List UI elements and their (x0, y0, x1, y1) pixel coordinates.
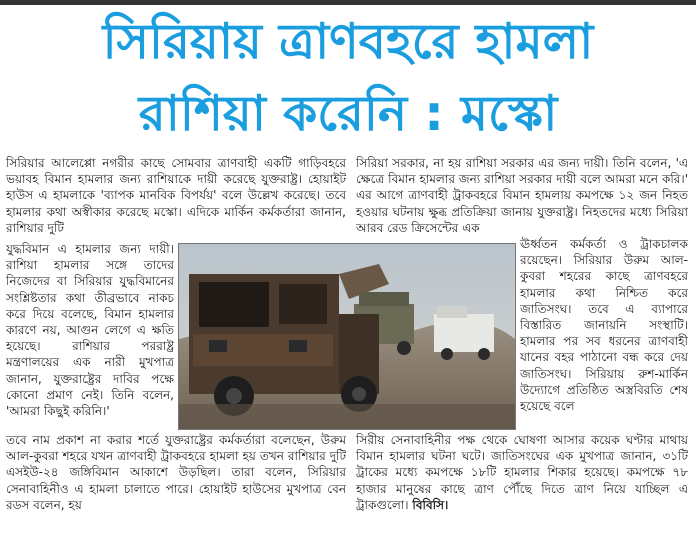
article-left-column-wrap: যুদ্ধবিমান এ হামলার জন্য দায়ী। রাশিয়া হামলার সঙ্গে তাদের নিজেদের বা সিরিয়ার যুদ্ধবিমানের সংশ্লিষ্টতার কথা তীব্রভাবে নাকচ করে দিয়ে বলেছে, বিমান হামলার কারণে নয়, আগুন লেগে এ ক্ষতি হয়েছে। রাশিয়ার পররাষ্ট্র মন্ত্রণালয়ের এক নারী মুখপাত্র জানান, যুক্তরাষ্ট্রের দাবির পক্ষে কোনো প্রমাণ নেই। তিনি বলেন, 'আমরা কিছুই করিনি।' (6, 242, 174, 419)
headline-line-1: সিরিয়ায় ত্রাণবহরে হামলা (102, 13, 594, 70)
headline-line-2: রাশিয়া করেনি : মস্কো (138, 85, 558, 142)
article-right-bottom-text: সিরীয় সেনাবাহিনীর পক্ষ থেকে ঘোষণা আসার কয়েক ঘণ্টার মাথায় বিমান হামলার ঘটনা ঘটে। জাতিসংঘের এক মুখপাত্র জানান, ৩১টি ট্রাকের মধ্যে কমপক্ষে ১৮টি হামলার শিকার হয়েছে। কমপক্ষে ৭৮ হাজার মানুষের কাছে ত্রাণ পৌঁছে দিতে ত্রাণ নিয়ে যাচ্ছিল এ ট্রাকগুলো। (356, 433, 688, 512)
news-photo-burned-trucks (178, 243, 516, 430)
article-right-column-wrap: ঊর্ধ্বতন কর্মকর্তা ও ট্রাকচালক রয়েছেন। সিরিয়ার উরুম আল-কুবরা শহরের কাছে ত্রাণবহরে হামলার কথা নিশ্চিত করে জাতিসংঘ। তবে এ ব্যাপারে বিস্তারিত জানায়নি সংস্থাটি। হামলার পর সব ধরনের ত্রাণবাহী যানের বহর পাঠানো বন্ধ করে দেয় জাতিসংঘ। সিরিয়ায় রুশ-মার্কিন উদ্যোগে প্রতিষ্ঠিত অস্ত্রবিরতি শেষ হয়েছে বলে (520, 237, 688, 414)
article-left-column-bottom: তবে নাম প্রকাশ না করার শর্তে যুক্তরাষ্ট্রের কর্মকর্তারা বলেছেন, উরুম আল-কুবরা শহরে যখন ত্রাণবাহী ট্রাকবহরে হামলা হয় তখন রাশিয়ার দুটি এসইউ-২৪ জঙ্গিবিমান আকাশে উড়ছিল। তারা বলেন, সিরিয়ার সেনাবাহিনীও এ হামলা চালাতে পারে। হোয়াইট হাউসের মুখপাত্র বেন রডস বলেন, হয় (6, 433, 346, 512)
article-right-column-bottom (356, 432, 688, 513)
article-left-column-top: সিরিয়ার আলেপ্পো নগরীর কাছে সোমবার ত্রাণবাহী একটি গাড়িবহরে ভয়াবহ বিমান হামলার জন্য রাশিয়াকে দায়ী করেছে যুক্তরাষ্ট্র। হোয়াইট হাউস এ হামলাকে 'ব্যাপক মানবিক বিপর্যয়' বলে উল্লেখ করেছে। তবে হামলার কথা অস্বীকার করেছে মস্কো। এদিকে মার্কিন কর্মকর্তারা জানান, রাশিয়ার দুটি (6, 156, 346, 235)
article-right-column-top: সিরিয়া সরকার, না হয় রাশিয়া সরকার এর জন্য দায়ী। তিনি বলেন, 'এ ক্ষেত্রে বিমান হামলার জন্য রাশিয়া সরকার দায়ী বলে আমরা মনে করি।' এর আগে ত্রাণবাহী ট্রাকবহরে বিমান হামলায় কমপক্ষে ১২ জন নিহত হওয়ার ঘটনায় ক্ষুব্ধ প্রতিক্রিয়া জানায় যুক্তরাষ্ট্র। নিহতদের মধ্যে সিরিয়া আরব রেড ক্রিসেন্টের এক (356, 156, 688, 235)
news-credit: বিবিসি। (412, 497, 449, 512)
photo-illustration (179, 244, 515, 429)
top-rule (0, 0, 696, 5)
burnt-truck (189, 264, 389, 416)
